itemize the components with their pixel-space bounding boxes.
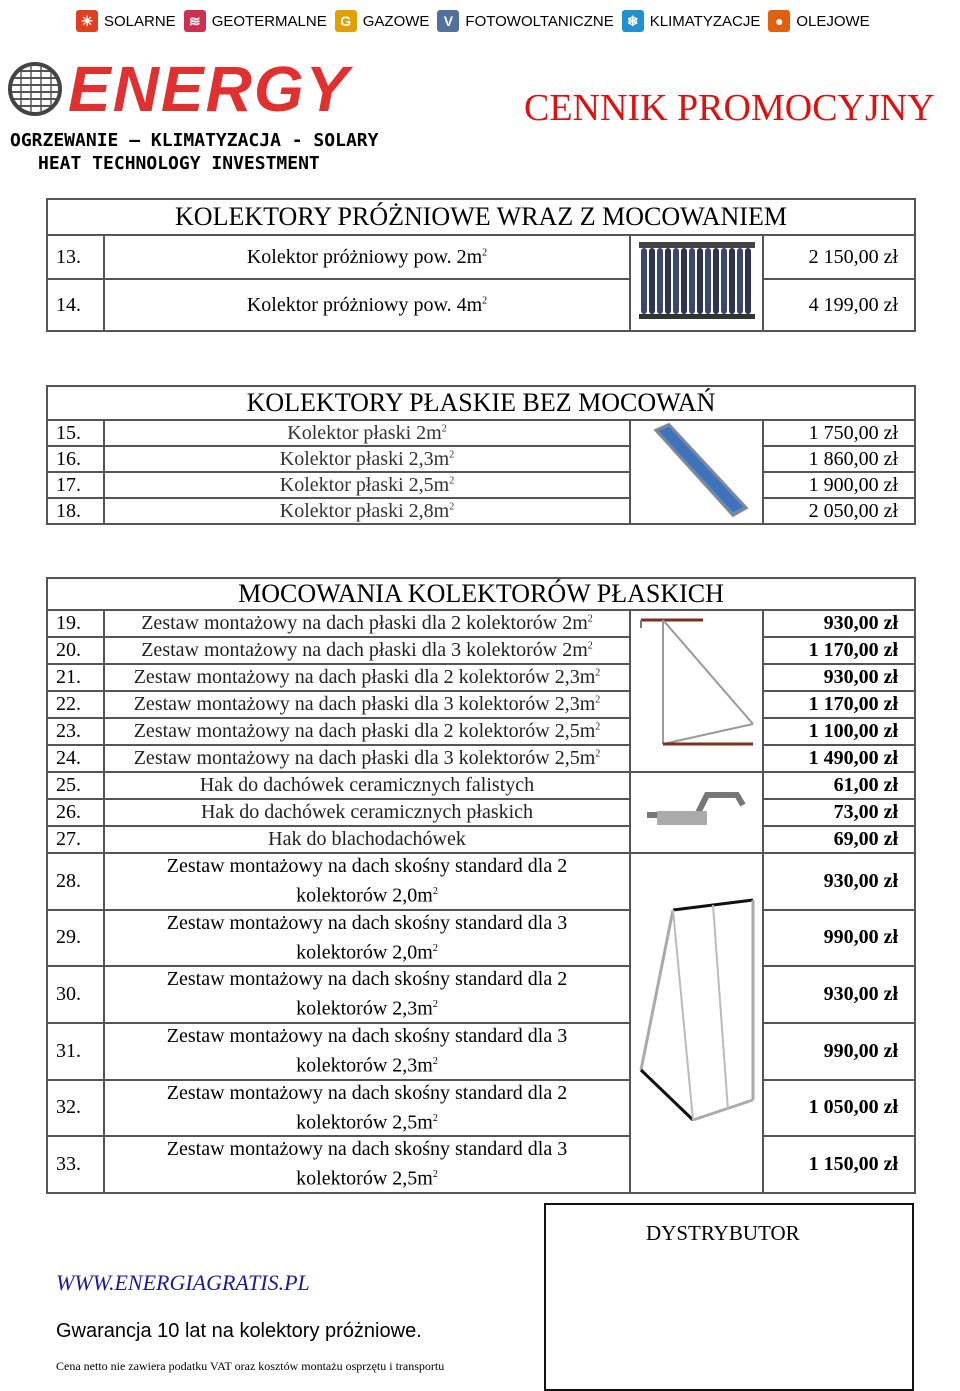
row-description: Hak do dachówek ceramicznych falistych bbox=[104, 772, 630, 799]
snowflake-icon: ❄ bbox=[622, 10, 644, 32]
row-price: 930,00 zł bbox=[763, 610, 915, 637]
row-number: 32. bbox=[47, 1080, 104, 1137]
logo-wordmark: ENERGY bbox=[68, 53, 351, 125]
row-price: 990,00 zł bbox=[763, 1023, 915, 1080]
category-label: KLIMATYZACJE bbox=[649, 12, 761, 30]
row-number: 14. bbox=[47, 279, 104, 331]
row-number: 33. bbox=[47, 1136, 104, 1193]
oil-drop-icon: ● bbox=[768, 10, 790, 32]
row-description: Zestaw montażowy na dach płaski dla 2 kolektorów $2,3m^2$ bbox=[104, 664, 630, 691]
row-price: 1 750,00 zł bbox=[763, 420, 915, 446]
row-description: Kolektor płaski $2m^2$ bbox=[104, 420, 630, 446]
row-number: 18. bbox=[47, 498, 104, 524]
row-number: 25. bbox=[47, 772, 104, 799]
table-row bbox=[47, 966, 915, 1023]
flat-collector-image bbox=[630, 420, 763, 524]
section-heading: KOLEKTORY PŁASKIE BEZ MOCOWAŃ bbox=[47, 386, 915, 420]
row-price: 1 490,00 zł bbox=[763, 745, 915, 772]
row-description: Kolektor płaski $2,5m^2$ bbox=[104, 472, 630, 498]
row-number: 13. bbox=[47, 235, 104, 279]
row-number: 27. bbox=[47, 826, 104, 853]
warranty-text: Gwarancja 10 lat na kolektory próżniowe. bbox=[56, 1320, 422, 1342]
row-description: Zestaw montażowy na dach płaski dla 2 kolektorów $2,5m^2$ bbox=[104, 718, 630, 745]
row-price: 4 199,00 zł bbox=[763, 279, 915, 331]
row-description: Kolektor próżniowy pow. $2m^2$ bbox=[104, 235, 630, 279]
section-heading: KOLEKTORY PRÓŻNIOWE WRAZ Z MOCOWANIEM bbox=[47, 199, 915, 235]
distributor-box bbox=[544, 1203, 914, 1391]
flat-collectors-table bbox=[46, 385, 916, 525]
row-number: 24. bbox=[47, 745, 104, 772]
geothermal-icon: ≋ bbox=[184, 10, 206, 32]
row-price: 2 150,00 zł bbox=[763, 235, 915, 279]
roof-hook-image bbox=[630, 772, 763, 853]
row-description: Zestaw montażowy na dach płaski dla 2 kolektorów $2m^2$ bbox=[104, 610, 630, 637]
table-row bbox=[47, 498, 915, 524]
row-price: 1 100,00 zł bbox=[763, 718, 915, 745]
vacuum-collector-image bbox=[630, 235, 763, 331]
row-description: Zestaw montażowy na dach skośny standard dla 2 kolektorów $2,3m^2$ bbox=[104, 966, 630, 1023]
row-price: 1 860,00 zł bbox=[763, 446, 915, 472]
category-3[interactable] bbox=[437, 10, 613, 32]
row-description: Kolektor płaski $2,3m^2$ bbox=[104, 446, 630, 472]
table-row bbox=[47, 1023, 915, 1080]
row-number: 22. bbox=[47, 691, 104, 718]
row-price: 1 900,00 zł bbox=[763, 472, 915, 498]
flat-roof-mount-image bbox=[630, 610, 763, 772]
row-description: Hak do blachodachówek bbox=[104, 826, 630, 853]
row-number: 28. bbox=[47, 853, 104, 910]
vacuum-collectors-table bbox=[46, 198, 916, 332]
row-price: 69,00 zł bbox=[763, 826, 915, 853]
category-5[interactable] bbox=[768, 10, 869, 32]
table-row bbox=[47, 1136, 915, 1193]
table-row bbox=[47, 420, 915, 446]
table-row bbox=[47, 745, 915, 772]
table-row bbox=[47, 1080, 915, 1137]
row-price: 930,00 zł bbox=[763, 966, 915, 1023]
table-row bbox=[47, 910, 915, 967]
table-row bbox=[47, 799, 915, 826]
row-description: Zestaw montażowy na dach skośny standard dla 3 kolektorów $2,0m^2$ bbox=[104, 910, 630, 967]
category-0[interactable] bbox=[76, 10, 176, 32]
globe-icon bbox=[8, 62, 62, 116]
table-row bbox=[47, 610, 915, 637]
row-price: 930,00 zł bbox=[763, 853, 915, 910]
category-1[interactable] bbox=[184, 10, 327, 32]
category-label: SOLARNE bbox=[104, 12, 176, 30]
table-row bbox=[47, 691, 915, 718]
category-2[interactable] bbox=[335, 10, 430, 32]
row-price: 930,00 zł bbox=[763, 664, 915, 691]
gas-icon: G bbox=[335, 10, 357, 32]
row-description: Zestaw montażowy na dach skośny standard dla 3 kolektorów $2,5m^2$ bbox=[104, 1136, 630, 1193]
row-number: 31. bbox=[47, 1023, 104, 1080]
sloped-roof-mount-image bbox=[630, 853, 763, 1193]
row-price: 61,00 zł bbox=[763, 772, 915, 799]
row-description: Kolektor płaski $2,8m^2$ bbox=[104, 498, 630, 524]
table-row bbox=[47, 772, 915, 799]
distributor-label: DYSTRYBUTOR bbox=[646, 1221, 800, 1245]
row-price: 1 050,00 zł bbox=[763, 1080, 915, 1137]
table-row bbox=[47, 446, 915, 472]
row-number: 21. bbox=[47, 664, 104, 691]
row-price: 990,00 zł bbox=[763, 910, 915, 967]
tagline-line2: HEAT TECHNOLOGY INVESTMENT bbox=[38, 153, 320, 174]
category-bar bbox=[76, 6, 878, 36]
page-title: CENNIK PROMOCYJNY bbox=[524, 87, 935, 129]
table-row bbox=[47, 664, 915, 691]
row-number: 19. bbox=[47, 610, 104, 637]
section-heading: MOCOWANIA KOLEKTORÓW PŁASKICH bbox=[47, 578, 915, 610]
table-row bbox=[47, 637, 915, 664]
row-description: Zestaw montażowy na dach skośny standard dla 3 kolektorów $2,3m^2$ bbox=[104, 1023, 630, 1080]
category-label: OLEJOWE bbox=[796, 12, 870, 30]
price-note: Cena netto nie zawiera podatku VAT oraz kosztów montażu osprzętu i transportu bbox=[56, 1359, 445, 1373]
website-link[interactable]: WWW.ENERGIAGRATIS.PL bbox=[56, 1270, 310, 1295]
category-label: FOTOWOLTANICZNE bbox=[465, 12, 614, 30]
row-description: Zestaw montażowy na dach skośny standard dla 2 kolektorów $2,5m^2$ bbox=[104, 1080, 630, 1137]
row-description: Zestaw montażowy na dach płaski dla 3 kolektorów $2m^2$ bbox=[104, 637, 630, 664]
row-price: 2 050,00 zł bbox=[763, 498, 915, 524]
row-description: Kolektor próżniowy pow. $4m^2$ bbox=[104, 279, 630, 331]
table-row bbox=[47, 853, 915, 910]
table-row bbox=[47, 472, 915, 498]
row-price: 73,00 zł bbox=[763, 799, 915, 826]
row-price: 1 170,00 zł bbox=[763, 637, 915, 664]
sun-icon: ☀ bbox=[76, 10, 98, 32]
row-number: 17. bbox=[47, 472, 104, 498]
row-number: 20. bbox=[47, 637, 104, 664]
row-number: 16. bbox=[47, 446, 104, 472]
row-number: 26. bbox=[47, 799, 104, 826]
row-number: 23. bbox=[47, 718, 104, 745]
category-label: GAZOWE bbox=[362, 12, 430, 30]
row-number: 29. bbox=[47, 910, 104, 967]
tagline-line1: OGRZEWANIE – KLIMATYZACJA - SOLARY bbox=[10, 130, 379, 151]
row-description: Hak do dachówek ceramicznych płaskich bbox=[104, 799, 630, 826]
row-price: 1 150,00 zł bbox=[763, 1136, 915, 1193]
row-description: Zestaw montażowy na dach skośny standard dla 2 kolektorów $2,0m^2$ bbox=[104, 853, 630, 910]
table-row bbox=[47, 826, 915, 853]
table-row bbox=[47, 718, 915, 745]
company-logo bbox=[8, 53, 428, 125]
category-4[interactable] bbox=[622, 10, 761, 32]
category-label: GEOTERMALNE bbox=[211, 12, 327, 30]
row-number: 30. bbox=[47, 966, 104, 1023]
mounting-sets-table bbox=[46, 577, 916, 1194]
photovoltaic-icon: V bbox=[437, 10, 459, 32]
row-description: Zestaw montażowy na dach płaski dla 3 kolektorów $2,3m^2$ bbox=[104, 691, 630, 718]
row-price: 1 170,00 zł bbox=[763, 691, 915, 718]
row-number: 15. bbox=[47, 420, 104, 446]
row-description: Zestaw montażowy na dach płaski dla 3 kolektorów $2,5m^2$ bbox=[104, 745, 630, 772]
